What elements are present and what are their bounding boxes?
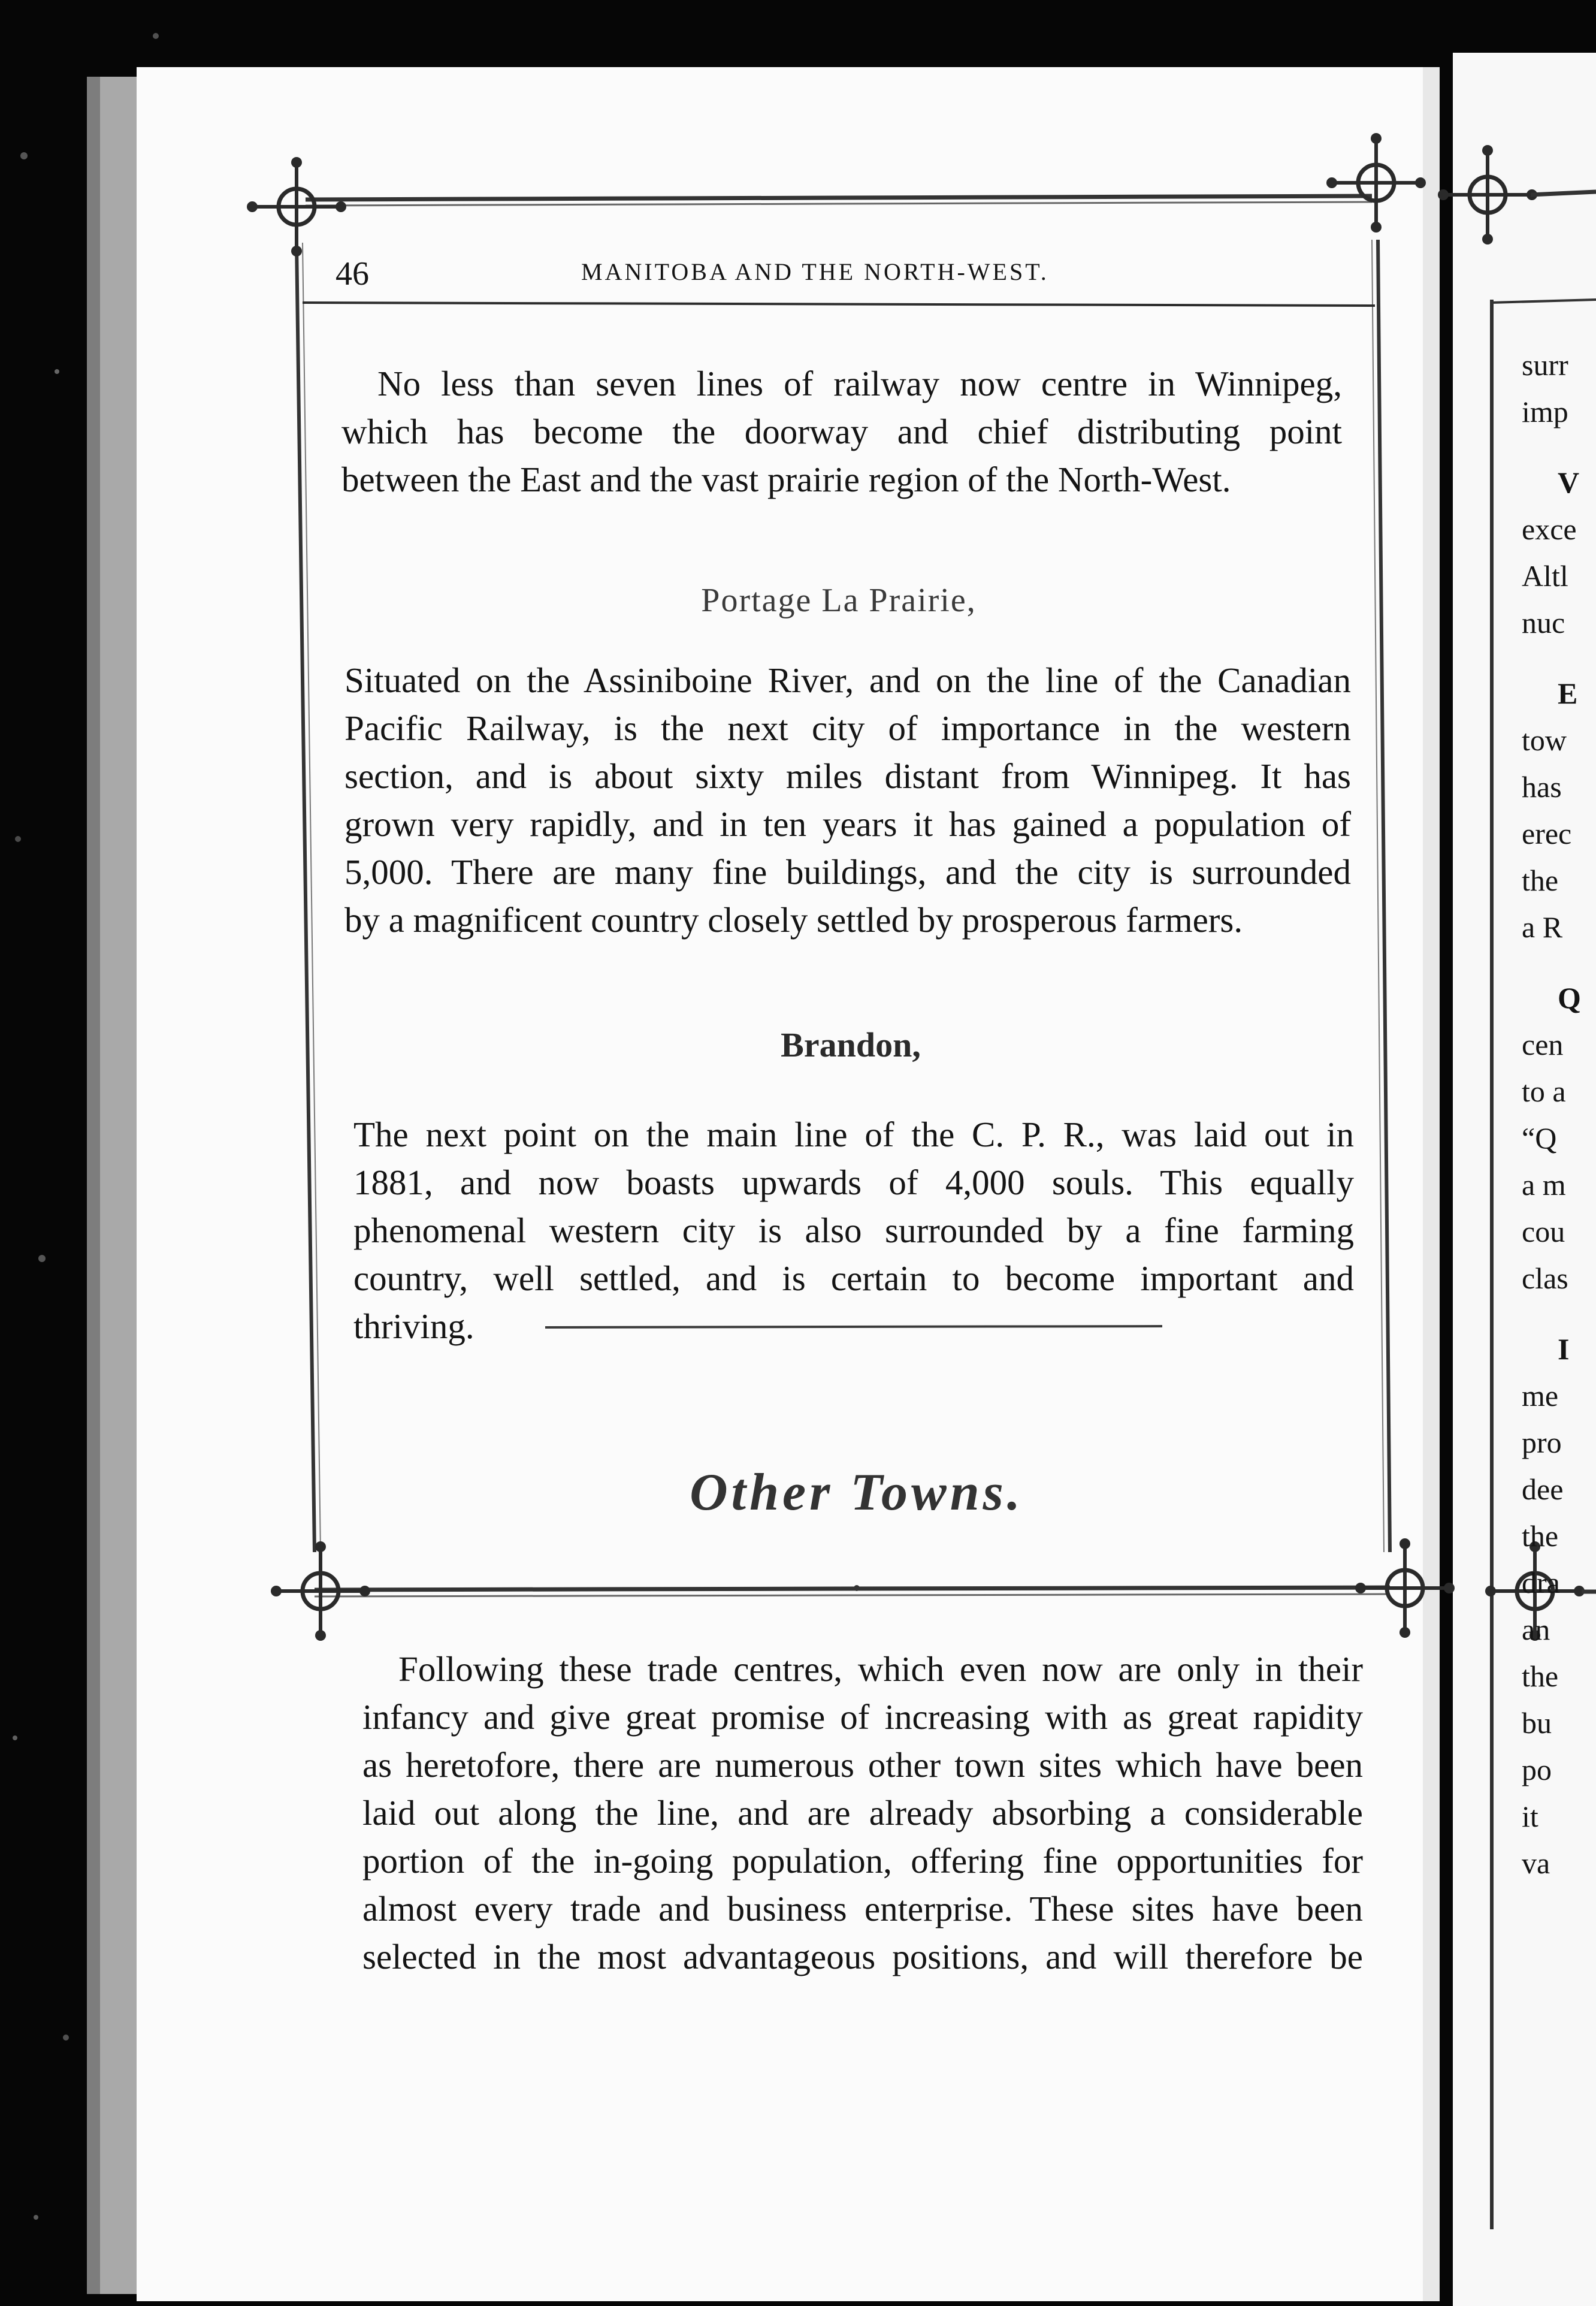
fragment: the — [1522, 864, 1559, 897]
section-heading-brandon: Brandon, — [781, 1025, 921, 1064]
fragment: it — [1522, 1800, 1538, 1833]
fragment: exce — [1522, 512, 1577, 546]
fragment: va — [1522, 1846, 1550, 1880]
text-line: grown very rapidly, and in ten years it has gained a population of — [344, 804, 1351, 844]
running-head: MANITOBA AND THE NORTH-WEST. — [581, 258, 1049, 285]
fragment: the — [1522, 1519, 1559, 1553]
text-line: country, well settled, and is certain to become important and — [353, 1258, 1354, 1298]
fragment: surr — [1522, 348, 1568, 382]
text-line: almost every trade and business enterprise. These sites have been — [362, 1889, 1363, 1928]
text-line: thriving. — [353, 1306, 474, 1346]
text-line: 5,000. There are many fine buildings, and the city is surrounded — [344, 852, 1351, 892]
fragment: to a — [1522, 1074, 1566, 1108]
brandon-paragraph — [353, 1110, 1354, 1350]
text-line: 1881, and now boasts upwards of 4,000 souls. This equally — [353, 1163, 1354, 1202]
page-edge-shadow — [87, 77, 100, 2294]
text-line: Situated on the Assiniboine River, and on the line of the Canadian — [344, 660, 1351, 700]
page-number: 46 — [335, 255, 369, 292]
other-towns-paragraph — [362, 1645, 1363, 1981]
fragment: Q — [1558, 981, 1581, 1015]
fragment: pro — [1522, 1426, 1562, 1459]
fragment: dee — [1522, 1472, 1564, 1506]
fragment: bu — [1522, 1706, 1552, 1740]
intro-paragraph — [341, 360, 1342, 503]
fragment: dra — [1522, 1566, 1560, 1599]
portage-paragraph — [344, 656, 1351, 944]
next-page-column — [1522, 342, 1596, 1887]
fragment: cou — [1522, 1215, 1565, 1248]
fragment: V — [1558, 466, 1580, 499]
fragment: clas — [1522, 1261, 1568, 1295]
fragment: po — [1522, 1753, 1552, 1786]
fragment: I — [1558, 1332, 1570, 1366]
fragment: E — [1558, 677, 1578, 710]
text-line: selected in the most advantageous positions, and will therefore be — [362, 1937, 1363, 1976]
text-line: portion of the in-going population, offering fine opportunities for — [362, 1841, 1363, 1881]
text-line: which has become the doorway and chief distributing point — [341, 412, 1342, 451]
fragment: me — [1522, 1379, 1559, 1412]
fragment: a R — [1522, 910, 1563, 944]
fragment: tow — [1522, 723, 1567, 757]
text-line: infancy and give great promise of increasing with as great rapidity — [362, 1697, 1363, 1737]
fragment: a m — [1522, 1168, 1566, 1202]
text-line: by a magnificent country closely settled by prosperous farmers. — [344, 900, 1243, 940]
text-line: No less than seven lines of railway now centre in Winnipeg, — [377, 364, 1342, 403]
text-line: Following these trade centres, which even now are only in their — [398, 1649, 1363, 1689]
fragment: nuc — [1522, 606, 1565, 639]
fragment: the — [1522, 1659, 1559, 1693]
text-line: as heretofore, there are numerous other town sites which have been — [362, 1745, 1363, 1785]
fragment: cen — [1522, 1028, 1564, 1061]
text-line: section, and is about sixty miles distant from Winnipeg. It has — [344, 756, 1351, 796]
text-line: phenomenal western city is also surrounded by a fine farming — [353, 1211, 1354, 1250]
fragment: Altl — [1522, 559, 1568, 593]
fragment: “Q — [1522, 1121, 1557, 1155]
fragment: an — [1522, 1613, 1550, 1646]
fragment: erec — [1522, 817, 1572, 850]
text-line: The next point on the main line of the C. P. R., was laid out in — [353, 1115, 1354, 1154]
text-line: Pacific Railway, is the next city of importance in the western — [344, 708, 1351, 748]
text-line: between the East and the vast prairie region of the North-West. — [341, 460, 1231, 499]
text-line: laid out along the line, and are already absorbing a considerable — [362, 1793, 1363, 1833]
fragment: imp — [1522, 395, 1568, 428]
section-heading-portage: Portage La Prairie, — [701, 582, 977, 619]
section-heading-other-towns: Other Towns. — [690, 1463, 1024, 1522]
fragment: has — [1522, 770, 1562, 804]
